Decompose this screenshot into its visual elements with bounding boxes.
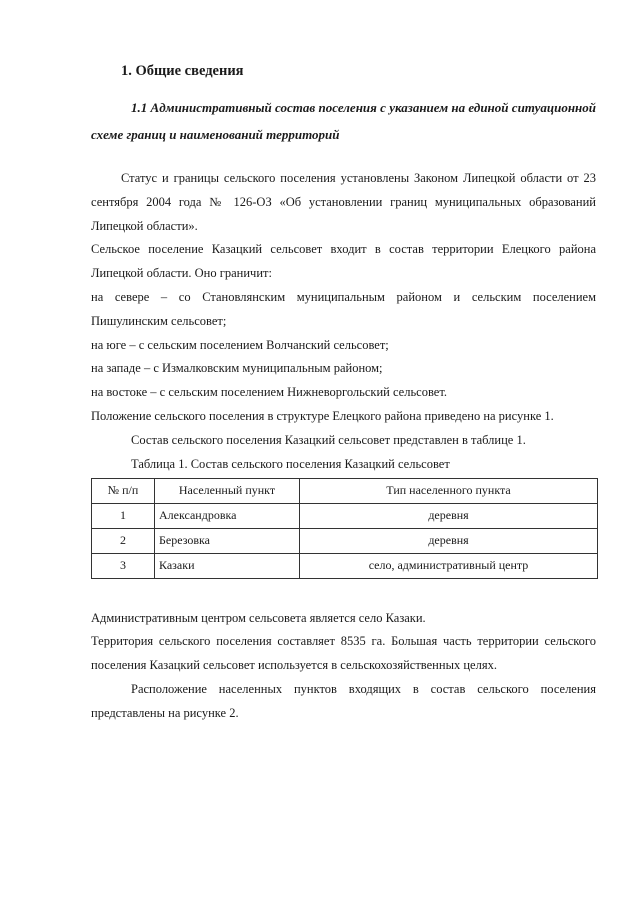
paragraph-location: Расположение населенных пунктов входящих в состав сельского поселения представлены на рисунке 2. [91,681,596,720]
table-cell: село, административный центр [300,553,598,578]
after-table-section [91,607,596,726]
paragraph-status: Статус и границы сельского поселения установлены Законом Липецкой области от 23 сентября 2004 года № 126-ОЗ «Об установлении границ муниципальных образований Липецкой области». [91,171,596,233]
document-body [91,167,596,726]
settlements-table [91,478,598,578]
table-header-row [92,479,598,504]
table-header-cell: Населенный пункт [155,479,300,504]
table-cell: Казаки [155,553,300,578]
paragraph-admin-center: Административным центром сельсовета является село Казаки. [91,610,426,625]
paragraph-west: на западе – с Измалковским муниципальным районом; [91,361,383,376]
subsection-heading: 1.1 Административный состав поселения с указанием на единой ситуационной схеме границ и наименований территорий [91,100,596,142]
table-header-cell: № п/п [92,479,155,504]
table-cell: 3 [92,553,155,578]
paragraph-position: Положение сельского поселения в структуре Елецкого района приведено на рисунке 1. [91,408,554,423]
paragraph-east: на востоке – с сельским поселением Нижневоргольский сельсовет. [91,385,447,400]
table-caption: Таблица 1. Состав сельского поселения Казацкий сельсовет [131,456,450,471]
table-row [92,528,598,553]
table-row [92,553,598,578]
paragraph-composition: Сельское поселение Казацкий сельсовет входит в состав территории Елецкого района Липецкой области. Оно граничит: [91,242,596,281]
table-cell: 1 [92,504,155,529]
table-cell: 2 [92,528,155,553]
table-cell: Александровка [155,504,300,529]
table-header-cell: Тип населенного пункта [300,479,598,504]
paragraph-north: на севере – со Становлянским муниципальным районом и сельским поселением Пишулинским сельсовет; [91,289,596,328]
paragraph-territory: Территория сельского поселения составляет 8535 га. Большая часть территории сельского поселения Казацкий сельсовет используется в сельскохозяйственных целях. [91,634,596,673]
document-page [91,62,596,726]
paragraph-table-intro: Состав сельского поселения Казацкий сельсовет представлен в таблице 1. [131,432,526,447]
paragraph-south: на юге – с сельским поселением Волчанский сельсовет; [91,337,389,352]
table-row [92,504,598,529]
table-cell: деревня [300,528,598,553]
section-heading: 1. Общие сведения [121,63,244,79]
table-cell: деревня [300,504,598,529]
table-cell: Березовка [155,528,300,553]
